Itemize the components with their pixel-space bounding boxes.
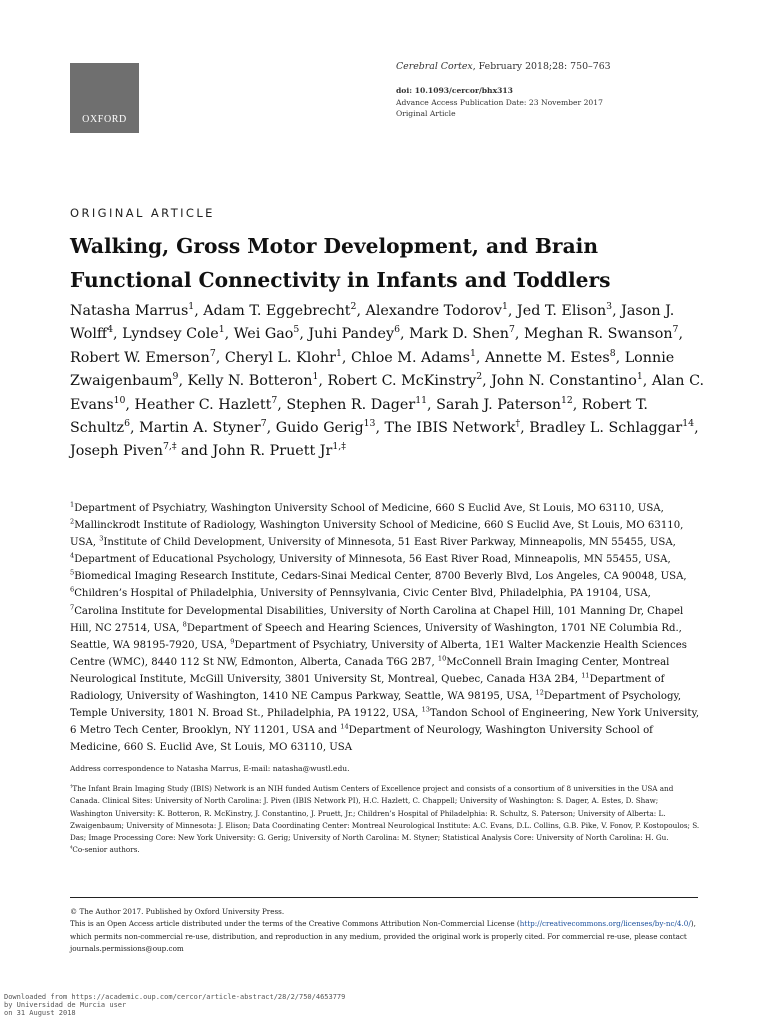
copyright-line: © The Author 2017. Published by Oxford University Press. — [70, 907, 285, 916]
author-affiliation-mark: 6 — [124, 418, 130, 430]
affiliation-number: 5 — [70, 569, 75, 577]
author-name: Joseph Piven — [70, 443, 163, 460]
author-affiliation-mark: 12 — [560, 394, 573, 406]
advance-access-date: Advance Access Publication Date: 23 November 2017 — [396, 97, 603, 107]
affiliation-text: Institute of Child Development, University of Minnesota, 51 East River Parkway, Minneapolis, MN 55455, USA, — [103, 537, 676, 549]
author-name: Cheryl L. Klohr — [224, 349, 336, 366]
download-footer — [4, 993, 504, 1017]
divider — [70, 897, 698, 898]
author-separator: , — [341, 349, 351, 366]
footnote-mark: ‡ — [70, 846, 73, 852]
author-name: John N. Constantino — [491, 373, 637, 390]
author-separator: , — [112, 326, 123, 343]
affiliation-number: 8 — [182, 620, 187, 629]
author-affiliation-mark: 4 — [107, 324, 113, 336]
author-separator: , — [678, 326, 683, 343]
author-affiliation-mark: 7 — [260, 418, 267, 430]
author-name: Annette M. Estes — [484, 349, 610, 366]
author-name: Alan C. Evans — [70, 373, 705, 413]
author-name: Juhi Pandey — [308, 326, 395, 343]
author-name: Lyndsey Cole — [122, 326, 219, 343]
journal-issue: , February 2018;28: 750–763 — [472, 61, 611, 72]
ibis-network-note — [70, 783, 700, 844]
author-name: Wei Gao — [233, 326, 294, 343]
author-affiliation-mark: 1 — [502, 301, 508, 313]
author-affiliation-mark: 1 — [335, 348, 342, 360]
affiliation-text: Department of Psychology, Temple University, 1801 N. Broad St., Philadelphia, PA 19122, USA, — [70, 691, 682, 720]
affiliation-text: Department of Speech and Hearing Sciences, University of Washington, 1701 NE Columbia Rd., Seattle, WA 98195-7920, USA, — [70, 622, 682, 651]
journal-citation — [396, 60, 716, 73]
affiliation-text: Children’s Hospital of Philadelphia, University of Pennsylvania, Civic Center Blvd, Philadelphia, PA 19104, USA, — [74, 588, 651, 600]
author-separator: , — [277, 396, 287, 413]
author-name: Guido Gerig — [275, 420, 364, 437]
author-separator: , — [215, 349, 225, 366]
author-affiliation-mark: 8 — [609, 348, 616, 360]
author-affiliation-mark: † — [515, 418, 521, 430]
license-block — [70, 906, 710, 955]
author-name: Natasha Marrus — [70, 303, 189, 319]
author-affiliation-mark: 7 — [271, 394, 278, 406]
download-date: on 31 August 2018 — [4, 1009, 76, 1017]
author-separator: , — [194, 303, 204, 319]
author-name: Adam T. Eggebrecht — [203, 303, 351, 319]
footnote-text: The Infant Brain Imaging Study (IBIS) Network is an NIH funded Autism Centers of Excellence project and consists of a consortium of 8 universities in the USA and Canada. Clinical Sites: University of North Carolina: J. Piven (IBIS Network PI), H.C. Hazlett, C. Chappell; University of Washington: S. Dager, A. Estes, D. Shaw; Washington University: K. Botteron, R. McKinstry, J. Constantino, J. Pruett, Jr.; Children’s Hospital of Philadelphia: R. Schultz, S. Paterson; University of Alberta: L. Zwaigenbaum; University of Minnesota: J. Elison; Data Coordinating Center: Montreal Neurological Institute: A.C. Evans, D.L. Collins, G.B. Pike, V. Fonov, P. Kostopoulos; S. Das; Image Processing Core: New York University: G. Gerig; University of North Carolina: M. Styner; Statistical Analysis Core: University of North Carolina: H. Gu. — [70, 784, 700, 843]
author-separator: , — [266, 420, 276, 437]
author-separator: , — [520, 420, 530, 437]
author-list — [70, 300, 710, 464]
footnote-text: Co-senior authors. — [72, 845, 140, 855]
author-affiliation-mark: 1 — [188, 301, 195, 313]
author-separator: , — [572, 396, 582, 413]
affiliation-text: Department of Psychiatry, Washington University School of Medicine, 660 S Euclid Ave, St Louis, MO 63110, USA, — [74, 503, 664, 514]
affiliation-number: 3 — [99, 534, 104, 543]
license-link[interactable]: http://creativecommons.org/licenses/by-nc/4.0/ — [519, 919, 691, 929]
author-affiliation-mark: 11 — [415, 394, 427, 406]
author-affiliation-mark: 2 — [350, 301, 357, 313]
author-name: Robert T. Schultz — [70, 396, 648, 437]
article-title — [70, 229, 710, 297]
affiliation-number: 9 — [230, 637, 235, 646]
author-separator: , — [299, 326, 309, 343]
affiliation-text: Biomedical Imaging Research Institute, Cedars-Sinai Medical Center, 8700 Beverly Blvd, Los Angeles, CA 90048, USA, — [74, 571, 687, 583]
affiliation-text: Department of Neurology, Washington University School of Medicine, 660 S. Euclid Ave, St Louis, MO 63110, USA — [70, 725, 653, 754]
affiliation-text: Department of Educational Psychology, University of Minnesota, 56 East River Road, Minneapolis, MN 55455, USA, — [74, 554, 671, 566]
author-affiliation-mark: 13 — [363, 418, 376, 430]
footnote-mark: † — [70, 784, 73, 790]
author-affiliation-mark: 9 — [172, 371, 179, 383]
author-separator: , — [318, 373, 328, 390]
author-name: Jason J. Wolff — [70, 303, 675, 343]
author-affiliation-mark: 6 — [394, 324, 400, 336]
author-name: Jed T. Elison — [517, 303, 607, 319]
author-separator: , — [375, 420, 385, 437]
author-name: Sarah J. Paterson — [436, 396, 561, 413]
author-separator: , — [615, 349, 625, 366]
author-separator: , — [224, 326, 234, 343]
author-separator: , — [400, 326, 410, 343]
logo-text: OXFORD — [82, 114, 127, 125]
affiliation-number: 14 — [340, 722, 349, 731]
author-separator: , — [125, 396, 135, 413]
affiliation-text: McConnell Brain Imaging Center, Montreal Neurological Institute, McGill University, 3801 University St, Montreal, Quebec, Canada H3A 2B4, — [70, 656, 670, 685]
author-affiliation-mark: 1 — [469, 348, 476, 360]
article-type: Original Article — [396, 109, 456, 118]
author-affiliation-mark: 7 — [509, 324, 515, 336]
title-line-1: Walking, Gross Motor Development, and Brain — [70, 234, 598, 258]
author-affiliation-mark: 3 — [606, 301, 613, 313]
author-separator: , — [642, 373, 652, 390]
author-separator: , — [482, 373, 492, 390]
author-affiliation-mark: 7 — [672, 324, 679, 336]
affiliation-text: Tandon School of Engineering, New York University, 6 Metro Tech Center, Brooklyn, NY 11201, USA and — [70, 708, 700, 737]
license-text-start: This is an Open Access article distributed under the terms of the Creative Commons Attribution Non-Commercial License ( — [70, 919, 520, 929]
author-separator: , — [427, 396, 437, 413]
author-affiliation-mark: 10 — [113, 394, 126, 406]
author-name: The IBIS Network — [384, 420, 516, 437]
affiliation-number: 7 — [70, 603, 75, 612]
affiliation-number: 4 — [70, 551, 75, 560]
affiliation-text: Department of Psychiatry, University of Alberta, 1E1 Walter Mackenzie Health Sciences Centre (WMC), 8440 112 St NW, Edmonton, Alberta, Canada T6G 2B7, — [70, 639, 687, 668]
article-meta — [396, 85, 716, 120]
co-senior-note — [70, 844, 700, 856]
author-affiliation-mark: 7 — [209, 348, 216, 360]
affiliation-text: Department of Radiology, University of Washington, 1410 NE Campus Parkway, Seattle, WA 98195, USA, — [70, 673, 665, 703]
footnotes — [70, 783, 700, 857]
author-name: Kelly N. Botteron — [187, 373, 313, 390]
affiliation-text: Carolina Institute for Developmental Disabilities, University of North Carolina at Chapel Hill, 101 Manning Dr, Chapel Hill, NC 27514, USA, — [70, 605, 684, 634]
affiliation-number: 12 — [535, 688, 544, 697]
correspondence-address: Address correspondence to Natasha Marrus, E-mail: natasha@wustl.edu. — [70, 764, 350, 773]
author-name: Stephen R. Dager — [286, 396, 416, 413]
license-text-end: ), which permits non-commercial re-use, distribution, and reproduction in any medium, provided the original work is properly cited. For commercial re-use, please contact journals.permissions@oup.com — [70, 919, 696, 953]
affiliation-number: 6 — [70, 586, 75, 595]
author-name: Chloe M. Adams — [350, 349, 470, 366]
affiliation-number: 13 — [421, 705, 430, 714]
author-separator: , — [612, 303, 622, 319]
author-name: John R. Pruett Jr — [212, 443, 333, 460]
affiliation-number: 2 — [70, 517, 75, 526]
affiliation-number: 10 — [437, 654, 447, 663]
doi-link[interactable]: doi: 10.1093/cercor/bhx313 — [396, 86, 513, 95]
author-affiliation-mark: 1 — [218, 324, 225, 336]
author-affiliation-mark: 5 — [293, 324, 300, 336]
author-name: Robert W. Emerson — [70, 349, 210, 366]
author-name: Alexandre Todorov — [365, 303, 502, 319]
author-name: Martin A. Styner — [139, 420, 261, 437]
author-separator: , — [514, 326, 525, 343]
affiliation-text: Mallinckrodt Institute of Radiology, Washington University School of Medicine, 660 S Euclid Ave, St Louis, MO 63110, USA, — [70, 520, 684, 549]
oxford-logo — [70, 63, 139, 133]
author-separator: , — [507, 303, 517, 319]
affiliation-list — [70, 500, 700, 756]
affiliation-number: 11 — [581, 671, 590, 680]
author-affiliation-mark: 14 — [682, 418, 695, 430]
journal-name: Cerebral Cortex — [396, 61, 473, 72]
author-name: Lonnie Zwaigenbaum — [70, 349, 675, 390]
article-kicker: ORIGINAL ARTICLE — [70, 206, 215, 220]
download-source: Downloaded from https://academic.oup.com/cercor/article-abstract/28/2/750/4653779 — [4, 993, 346, 1001]
author-name: Meghan R. Swanson — [524, 326, 673, 343]
author-name: Mark D. Shen — [409, 326, 510, 343]
author-separator: , — [356, 303, 366, 319]
author-affiliation-mark: 1 — [636, 371, 643, 383]
author-separator: , — [475, 349, 485, 366]
license-text — [70, 918, 710, 955]
author-affiliation-mark: 1,‡ — [332, 441, 346, 453]
affiliation-number: 1 — [70, 500, 75, 509]
author-name: Bradley L. Schlaggar — [529, 420, 683, 437]
title-line-2: Functional Connectivity in Infants and Toddlers — [70, 268, 611, 292]
author-separator: and — [176, 443, 213, 460]
download-user: by Universidad de Murcia user — [4, 1001, 127, 1009]
author-separator: , — [694, 420, 699, 437]
author-separator: , — [178, 373, 188, 390]
author-affiliation-mark: 1 — [312, 371, 319, 383]
author-separator: , — [129, 420, 140, 437]
author-affiliation-mark: 7,‡ — [162, 441, 177, 453]
author-name: Robert C. McKinstry — [327, 373, 477, 390]
author-name: Heather C. Hazlett — [134, 396, 272, 413]
journal-header — [396, 60, 716, 120]
author-affiliation-mark: 2 — [476, 371, 483, 383]
